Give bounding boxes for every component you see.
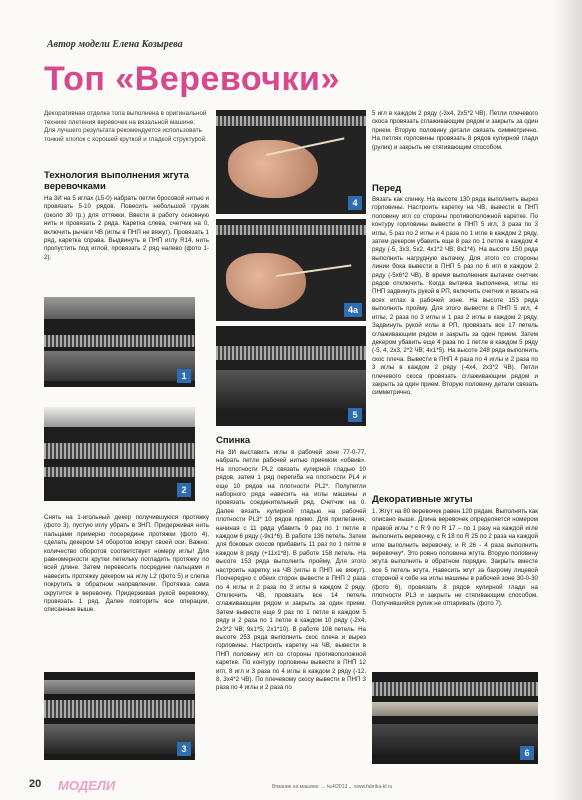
cords-heading: Декоративные жгуты <box>372 494 473 505</box>
author-line: Автор модели Елена Козырева <box>47 39 183 50</box>
photo-2-needle-bed <box>44 443 195 459</box>
photo-3-carriage <box>44 680 195 694</box>
photo-2 <box>44 407 195 501</box>
photo-6 <box>372 672 538 764</box>
photo-4-hand <box>228 140 318 198</box>
cords-paragraph: 1. Жгут на 80 веревочек равен 120 рядам. Выполнять как описано выше. Длина веревочек определяется номером правой иглы * с R 9 по R 17 – по 1 разу на каждой игле выполнить веревочку, с R 18 по R 25 по 2 раза на каждой игле выполнить веревочку, и R 26 - 4 раза выполнить веревочку*. Это ровно половина жгута. Вторую половину жгута выполнить в обратном порядке. Закрыть вместе все 5 петель жгута. Навесить жгут за бахрому лицевой стороной к себе на иглы машины в рабочей зоне 30-0-30 (фото 6), провязать 8 рядов кулирной глади на плотности PL3 и закрыть не стягивающим способом. Получившийся рулик не отпаривать (фото 7). <box>372 508 538 608</box>
technology-paragraph-1: На 3И на 5 иглах (L5-0) набрать петли бросовой нитью и провязать 5-10 рядов. Повесить небольшой грузик (около 30 гр.) для оттяжки. Ввести в работу основную нить и провязать 2 ряда. Каретка слева, счетчик на 0, включить рычаги ЧВ (иглы в ПНП не вяжут). Провязать 1 ряд, каретка справа. Выдвинуть в ПНП иглу R14, нить пропустить под иглой, провязать 2 ряд налево (фото 1-2). <box>44 195 209 261</box>
photo-3-needle-bed <box>44 700 195 718</box>
intro-paragraph: Декоративная отделка топа выполнена в оригинальной технике плетения веревочек на вязальной машине. Для лучшего результата рекомендуется использовать тонкий хлопок с хорошей круткой и гладкой структурой. <box>44 110 207 143</box>
technology-heading: Технология выполнения жгута веревочками <box>44 170 189 192</box>
photo-5-number: 5 <box>348 408 362 422</box>
photo-3 <box>44 672 195 760</box>
photo-1-number: 1 <box>177 369 191 383</box>
cords-section <box>372 494 473 505</box>
photo-4a <box>216 219 366 321</box>
technology-paragraph-2: Снять на 1-игольный декер получившуюся протяжку (фото 3), пустую иглу убрать в ЗНП. Придерживая нить пальцами примерно посередине протяжки (фото 4), сделать декером 14 оборотов вокруг своей оси. Важно: количество оборотов соответствует номеру иглы! Для равномерности крутки петельку погладить протяжку по всей длине. Затем перевесить посредине пальцами и навесить протяжку декером на иглу L2 (фото 5) и слегка покрутить в обратном направлении. Протяжка сама скрутится в веревочку. Придерживая рукой веревочку, провязать 1 ряд. Далее повторить все операции, описанные выше. <box>44 514 209 614</box>
photo-2-number: 2 <box>177 483 191 497</box>
front-paragraph: Вязать как спинку. На высоте 130 ряда выполнить вырез горловины. Настроить каретку на ЧВ, вывести в ПНП половину игл со стороны противоположной каретке. По контуру горловины вывести в ПНП 5 игл, 3 раза по 3 иглы, 5 раз по 2 иглы и 4 раза по 1 игле в каждом 2 ряду, затем декером убавить еще 8 раз по 1 петле в каждом 4 ряду (-5, 3х3, 5х2, 4х1*2 ЧВ; 8х1*4). На высоте 150 ряда выполнить нагрудную вытачку. Для этого со стороны линии бока вывести в ПНП 5 раз по 6 игл в каждом 2 ряду (-5х6*2 ЧВ). В время выполнения вытачки счетчик рядов отключить. Когда вытачка выполнена, иглы из ПНП задвинуть рукой в РП, включить счетчик и вязать на всех иглах в рабочей зоне. На высоте 153 ряда выполнить пройму. Для этого вывести в ПНП 5 игл, 4 иглы, 2 раза по 3 иглы и 1 раз 2 иглы в каждом 2 ряду. Задвинуть рукой иглы в РП, провязать все 17 петель сглаживающим рядом и закрыть за один прием. Затем декером убавить еще 4 раза по 1 петле в каждом 5 ряду (-5, 4, 2х3, 2*2 ЧВ; 4х1*5). На высоте 248 ряда выполнить скос плеча. Вывести в ПНП 4 раза по 4 иглы и 2 раза по 3 иглы в каждом 2 ряду (-4х4, 2х3*2 ЧВ). Петли плечевого скоса провязать сглаживающим рядом и закрыть за один прием. Вторую половину детали связать симметрично. <box>372 196 538 397</box>
photo-5 <box>216 326 366 426</box>
photo-6-number: 6 <box>520 746 534 760</box>
magazine-brand: МОДЕЛИ <box>58 778 116 793</box>
photo-4a-needles <box>216 225 366 235</box>
photo-6-needle-bed <box>372 682 538 696</box>
photo-6-cord <box>372 702 538 716</box>
photo-1-needle-bed <box>44 335 195 347</box>
back-paragraph: На ЗИ выставить иглы в рабочей зоне 77-0-77, набрать петли рабочей нитью приемом «обвив». На плотности PL2 связать кулирной гладью 10 рядов, затем 1 ряд перегиба на плотности PL4 и еще 10 рядов на плотности PL2*. Полупетли наборного ряда навесить на иглы машины и провязать соединительный ряд. Счетчик на 0. Далее вязать кулирной гладью на рабочей плотности PL3* 10 рядов прямо. Для прилегания, начиная с 11 ряда убавить 9 раз по 1 петле в каждом 6 ряду (-9х1*6). В работе 136 петель. Затем для боковых скосов прибавить 11 раз по 1 петле в каждом 8 ряду (+11х1*8). В работе 158 петель. На высоте 153 ряда выполнить пройму. Для этого настроить каретку на ЧВ (иглы в ПНП не вяжут). Поочередно с обеих сторон вывести в ПНП 2 раза по 4 иглы и 2 раза по 3 иглы в каждом 2 ряду. Отключить ЧВ, провязать все 14 петель сглаживающим рядом и закрыть за один прием. Затем вывести еще 9 раз по 1 петле в каждом 5 ряду и 2 раза по 1 петле в каждом 10 ряду (-2х4, 2х3*2 ЧВ; 9х1*5; 2х1*10). В работе 108 петель. На высоте 253 ряда выполнить скос плеча и вырез горловины. Настроить каретку на ЧВ, вывести в ПНП половину игл со стороны противоположной каретке. По контуру горловины вывести в ПНП 12 игл, 8 игл и 3 раза по 4 иглы в каждом 2 ряду (-12, 8, 3х4*2 ЧВ). По плечевому скосу вывести в ПНП 3 раза по 4 иглы и 2 раза по <box>216 449 366 692</box>
photo-5-needle-bed <box>216 346 366 360</box>
photo-3-number: 3 <box>177 742 191 756</box>
photo-4 <box>216 110 366 214</box>
page-number: 20 <box>29 778 42 790</box>
photo-4a-hand <box>226 253 306 309</box>
photo-5-base <box>216 370 366 410</box>
front-heading: Перед <box>372 183 402 194</box>
photo-2-needles <box>44 467 195 477</box>
page-footer <box>0 778 582 800</box>
photo-2-top <box>44 407 195 427</box>
photo-4-number: 4 <box>348 196 362 210</box>
photo-3-base <box>44 724 195 754</box>
photo-1-base <box>44 351 195 381</box>
photo-4-needles <box>216 116 366 126</box>
front-section <box>372 183 401 194</box>
photo-4a-number: 4а <box>344 303 362 317</box>
back-section <box>216 435 250 446</box>
back-continued-paragraph: 5 игл в каждом 2 ряду (-3х4, 2х5*2 ЧВ). Петли плечевого скоса провязать сглаживающим рядом и закрыть за один прием. Вторую половину детали связать симметрично. На петлях горловины провязать 8 рядов кулирной глади (рулик) и закрыть не стягивающим способом. <box>372 110 538 151</box>
photo-1-carriage <box>44 297 195 319</box>
page-title: Топ «Веревочки» <box>44 60 340 98</box>
technology-section <box>44 170 209 262</box>
footer-text: Вязание на машине: ... №4/2013 ... www.fabrika-kl.ru <box>272 784 393 790</box>
photo-1 <box>44 297 195 387</box>
page-gutter-shadow <box>552 0 582 800</box>
back-heading: Спинка <box>216 435 251 446</box>
photo-6-base <box>372 724 538 758</box>
